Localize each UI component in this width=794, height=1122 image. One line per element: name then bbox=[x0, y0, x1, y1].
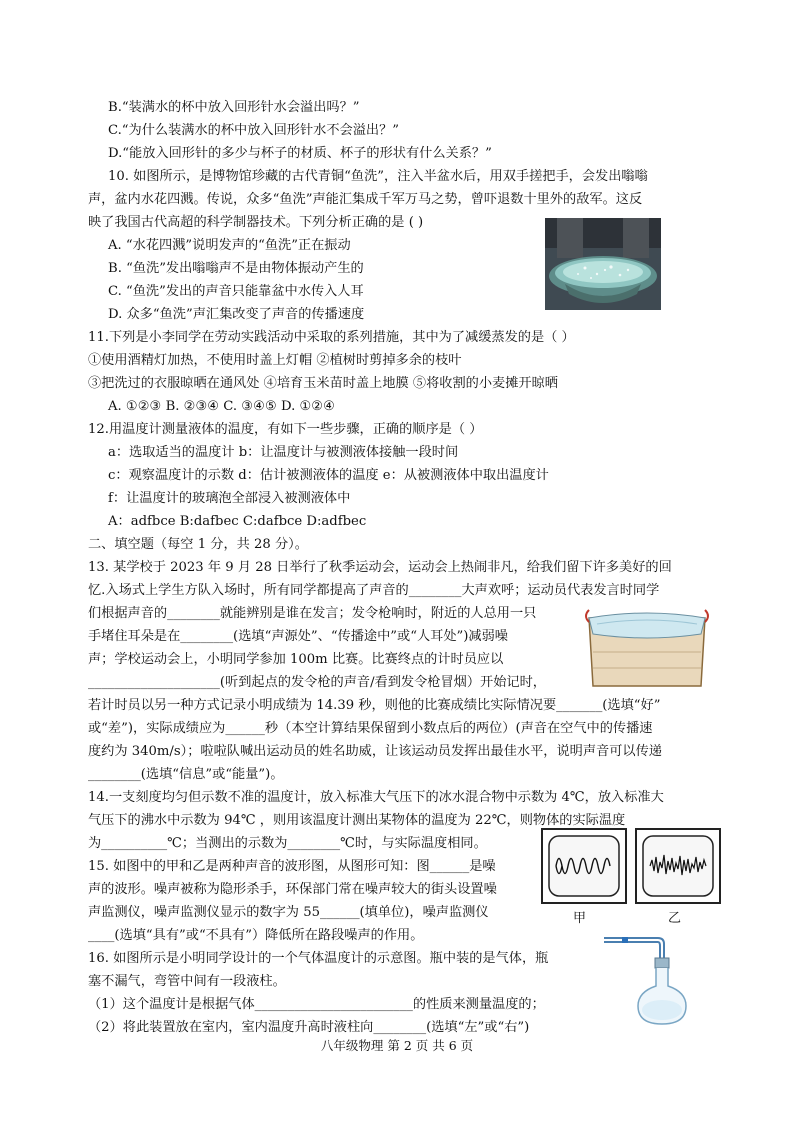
question-13-line-6: ____________________(听到起点的发令枪的声音/看到发令枪冒烟）开始记时， bbox=[88, 675, 546, 690]
page-footer: 八年级物理 第 2 页 共 6 页 bbox=[320, 1038, 474, 1053]
question-11-items-2: ③把洗过的衣服晾晒在通风处 ④培育玉米苗时盖上地膜 ⑤将收割的小麦摊开晾晒 bbox=[88, 376, 558, 391]
question-16-part-1: （1）这个温度计是根据气体________________________的性质来测量温度的； bbox=[88, 997, 545, 1012]
question-13-line-5: 声；学校运动会上，小明同学参加 100m 比赛。比赛终点的计时员应以 bbox=[88, 652, 504, 667]
question-12-steps-2: c：观察温度计的示数 d：估计被测液体的温度 e：从被测液体中取出温度计 bbox=[108, 468, 549, 483]
question-10-line-3: 映了我国古代高超的科学制器技术。下列分析正确的是 ( ) bbox=[88, 215, 424, 230]
question-11-stem: 11.下列是小李同学在劳动实践活动中采取的系列措施，其中为了减缓蒸发的是（ ） bbox=[88, 330, 575, 345]
question-12-stem: 12.用温度计测量液体的温度，有如下一些步骤，正确的顺序是（ ） bbox=[88, 422, 483, 437]
option-c-q10: C. “鱼洗”发出的声音只能靠盆中水传入人耳 bbox=[108, 284, 364, 299]
question-13-line-3: 们根据声音的________就能辨别是谁在发言；发令枪响时，附近的人总用一只 bbox=[88, 606, 537, 621]
question-15-line-4: ____(选填“具有”或“不具有”）降低所在路段噪声的作用。 bbox=[88, 928, 424, 943]
question-12-options: A：adfbce B:dafbec C:dafbce D:adfbec bbox=[108, 514, 367, 529]
section-2-heading: 二、填空题（每空 1 分，共 28 分）。 bbox=[88, 537, 308, 552]
basket-figure bbox=[583, 598, 711, 690]
question-16-line-1: 16. 如图所示是小明同学设计的一个气体温度计的示意图。瓶中装的是气体，瓶 bbox=[88, 951, 549, 966]
label-yi: 乙 bbox=[668, 911, 682, 926]
question-10-line-2: 声，盆内水花四溅。传说，众多“鱼洗”声能汇集成千军万马之势，曾吓退数十里外的敌军。这反 bbox=[88, 192, 643, 207]
question-13-line-9: 度约为 340m/s）；啦啦队喊出运动员的姓名助威，让该运动员发挥出最佳水平，说明声音可以传递 bbox=[88, 744, 662, 759]
question-15-line-3: 声监测仪，噪声监测仪显示的数字为 55______(填单位)，噪声监测仪 bbox=[88, 905, 489, 920]
question-11-options: A. ①②③ B. ②③④ C. ③④⑤ D. ①②④ bbox=[108, 399, 335, 414]
question-13-line-1: 13. 某学校于 2023 年 9 月 28 日举行了秋季运动会，运动会上热闹非凡，给我们留下许多美好的回 bbox=[88, 560, 672, 575]
question-13-line-7: 若计时员以另一种方式记录小明成绩为 14.39 秒，则他的比赛成绩比实际情况要_______(选填“好” bbox=[88, 698, 661, 713]
question-10-line-1: 10. 如图所示，是博物馆珍藏的古代青铜“鱼洗”，注入半盆水后，用双手搓把手，会发出嗡嗡 bbox=[108, 169, 648, 184]
label-jia: 甲 bbox=[573, 911, 587, 926]
question-13-line-4: 手堵住耳朵是在________(选填“声源处”、“传播途中”或“人耳处”)减弱噪 bbox=[88, 629, 508, 644]
gas-thermometer-figure bbox=[600, 930, 710, 1028]
fish-basin-photo bbox=[545, 218, 661, 310]
question-13-line-8: 或“差”)，实际成绩应为______秒（本空计算结果保留到小数点后的两位）(声音在空气中的传播速 bbox=[88, 721, 653, 736]
option-d-q10: D. 众多“鱼洗”声汇集改变了声音的传播速度 bbox=[108, 307, 365, 322]
question-12-steps-1: a：选取适当的温度计 b：让温度计与被测液体接触一段时间 bbox=[108, 445, 459, 460]
question-14-line-1: 14.一支刻度均匀但示数不准的温度计，放入标准大气压下的冰水混合物中示数为 4℃，放入标准大 bbox=[88, 790, 664, 805]
question-14-line-3: 为__________℃；当测出的示数为________℃时，与实际温度相同。 bbox=[88, 836, 487, 851]
question-16-line-2: 塞不漏气，弯管中间有一段液柱。 bbox=[88, 974, 286, 989]
option-c-q9: C.“为什么装满水的杯中放入回形针水不会溢出？” bbox=[108, 123, 400, 138]
question-13-line-10: ________(选填“信息”或“能量”)。 bbox=[88, 767, 284, 782]
question-15-line-2: 声的波形。噪声被称为隐形杀手，环保部门常在噪声较大的街头设置噪 bbox=[88, 882, 497, 897]
question-13-line-2: 忆.入场式上学生方队入场时，所有同学都提高了声音的________大声欢呼；运动员代表发言时同学 bbox=[88, 583, 660, 598]
question-16-part-2: （2）将此装置放在室内，室内温度升高时液柱向________(选填“左”或“右”) bbox=[88, 1020, 530, 1035]
waveform-figure bbox=[540, 827, 722, 929]
option-a-q10: A. “水花四溅”说明发声的“鱼洗”正在振动 bbox=[108, 238, 351, 253]
question-12-steps-3: f：让温度计的玻璃泡全部浸入被测液体中 bbox=[108, 491, 351, 506]
option-b-q9: B.“装满水的杯中放入回形针水会溢出吗？” bbox=[108, 100, 360, 115]
question-11-items-1: ①使用酒精灯加热，不使用时盖上灯帽 ②植树时剪掉多余的枝叶 bbox=[88, 353, 462, 368]
option-b-q10: B. “鱼洗”发出嗡嗡声不是由物体振动产生的 bbox=[108, 261, 364, 276]
question-15-line-1: 15. 如图中的甲和乙是两种声音的波形图，从图形可知：图______是噪 bbox=[88, 859, 496, 874]
question-14-line-2: 气压下的沸水中示数为 94℃ ，则用该温度计测出某物体的温度为 22℃，则物体的实际温度 bbox=[88, 813, 626, 828]
option-d-q9: D.“能放入回形针的多少与杯子的材质、杯子的形状有什么关系？” bbox=[108, 146, 492, 161]
